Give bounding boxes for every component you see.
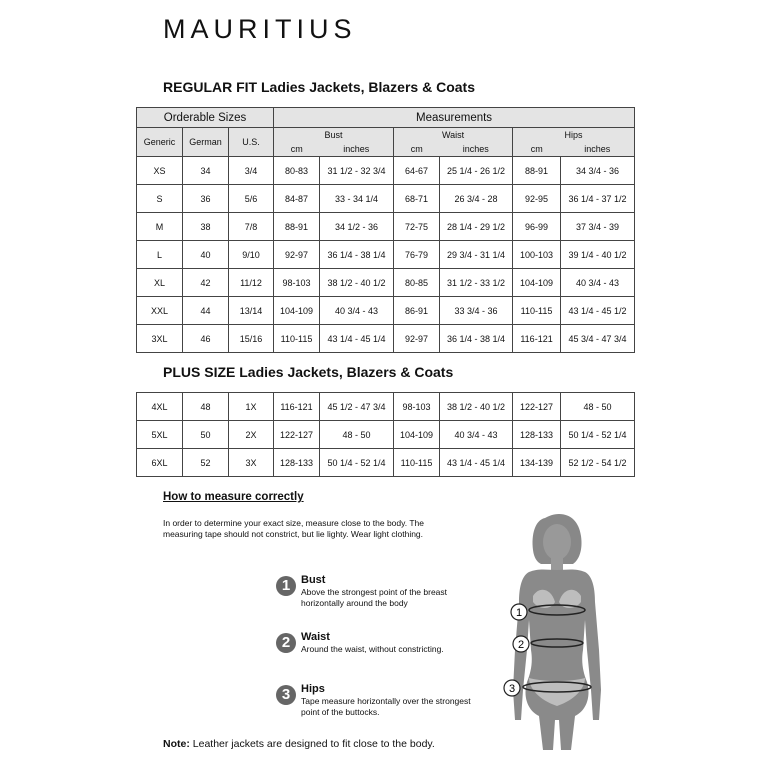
table-cell: 43 1/4 - 45 1/4	[320, 325, 394, 353]
table-cell: 45 1/2 - 47 3/4	[320, 393, 394, 421]
waist-header: Waist	[394, 128, 513, 143]
table-row	[137, 421, 635, 449]
table-cell: 110-115	[394, 449, 440, 477]
step-title: Waist	[301, 631, 330, 643]
table-cell: 86-91	[394, 297, 440, 325]
table-cell: 5/6	[229, 185, 274, 213]
table-cell: 68-71	[394, 185, 440, 213]
table-cell: 46	[183, 325, 229, 353]
table-cell: 5XL	[137, 421, 183, 449]
table-cell: 43 1/4 - 45 1/4	[440, 449, 513, 477]
table-cell: 50	[183, 421, 229, 449]
generic-header: Generic	[137, 128, 183, 157]
table-cell: 104-109	[274, 297, 320, 325]
regular-fit-title: REGULAR FIT Ladies Jackets, Blazers & Coats	[163, 79, 475, 95]
table-cell: L	[137, 241, 183, 269]
cm-header: cm	[394, 142, 440, 157]
table-cell: 11/12	[229, 269, 274, 297]
table-cell: 88-91	[274, 213, 320, 241]
table-cell: 36 1/4 - 38 1/4	[440, 325, 513, 353]
step-description: Around the waist, without constricting.	[301, 644, 444, 654]
table-cell: 122-127	[513, 393, 561, 421]
table-cell: 104-109	[394, 421, 440, 449]
table-cell: 122-127	[274, 421, 320, 449]
table-cell: 42	[183, 269, 229, 297]
table-cell: 98-103	[274, 269, 320, 297]
table-cell: XXL	[137, 297, 183, 325]
table-cell: 25 1/4 - 26 1/2	[440, 157, 513, 185]
table-cell: 36 1/4 - 37 1/2	[561, 185, 635, 213]
cm-header: cm	[513, 142, 561, 157]
german-header: German	[183, 128, 229, 157]
table-cell: 6XL	[137, 449, 183, 477]
table-cell: 64-67	[394, 157, 440, 185]
orderable-sizes-header: Orderable Sizes	[137, 108, 274, 128]
table-cell: 9/10	[229, 241, 274, 269]
table-cell: M	[137, 213, 183, 241]
table-cell: 13/14	[229, 297, 274, 325]
step-title: Hips	[301, 683, 325, 695]
marker-3: 3	[508, 683, 516, 695]
table-cell: 128-133	[513, 421, 561, 449]
step-description: Tape measure horizontally over the strongest point of the buttocks.	[301, 696, 471, 717]
inches-header: inches	[561, 142, 635, 157]
table-cell: 134-139	[513, 449, 561, 477]
table-cell: 34 1/2 - 36	[320, 213, 394, 241]
table-cell: 88-91	[513, 157, 561, 185]
table-row	[137, 241, 635, 269]
table-cell: S	[137, 185, 183, 213]
table-cell: 38 1/2 - 40 1/2	[440, 393, 513, 421]
table-cell: 98-103	[394, 393, 440, 421]
table-row	[137, 297, 635, 325]
table-cell: 3X	[229, 449, 274, 477]
leather-note	[163, 738, 435, 750]
table-cell: 84-87	[274, 185, 320, 213]
table-cell: 28 1/4 - 29 1/2	[440, 213, 513, 241]
table-cell: 72-75	[394, 213, 440, 241]
marker-2: 2	[517, 639, 525, 651]
step-description: Above the strongest point of the breast horizontally around the body	[301, 587, 448, 608]
table-cell: 50 1/4 - 52 1/4	[561, 421, 635, 449]
plus-size-table	[136, 392, 635, 477]
brand-logo: MAURITIUS	[163, 14, 357, 44]
table-cell: 116-121	[513, 325, 561, 353]
table-cell: 43 1/4 - 45 1/2	[561, 297, 635, 325]
table-cell: 40 3/4 - 43	[440, 421, 513, 449]
table-cell: 2X	[229, 421, 274, 449]
inches-header: inches	[440, 142, 513, 157]
us-header: U.S.	[229, 128, 274, 157]
table-cell: 1X	[229, 393, 274, 421]
table-cell: 92-97	[274, 241, 320, 269]
table-cell: 7/8	[229, 213, 274, 241]
table-cell: 128-133	[274, 449, 320, 477]
table-cell: 92-97	[394, 325, 440, 353]
table-cell: 104-109	[513, 269, 561, 297]
table-cell: 31 1/2 - 33 1/2	[440, 269, 513, 297]
table-cell: 33 3/4 - 36	[440, 297, 513, 325]
table-cell: 40 3/4 - 43	[320, 297, 394, 325]
table-cell: 31 1/2 - 32 3/4	[320, 157, 394, 185]
table-cell: 92-95	[513, 185, 561, 213]
table-cell: 36	[183, 185, 229, 213]
table-cell: 4XL	[137, 393, 183, 421]
table-row	[137, 393, 635, 421]
female-silhouette-icon	[495, 510, 625, 760]
table-cell: 76-79	[394, 241, 440, 269]
table-cell: 39 1/4 - 40 1/2	[561, 241, 635, 269]
regular-size-table	[136, 107, 635, 353]
table-cell: 38 1/2 - 40 1/2	[320, 269, 394, 297]
table-cell: 110-115	[274, 325, 320, 353]
table-cell: 37 3/4 - 39	[561, 213, 635, 241]
table-cell: 80-83	[274, 157, 320, 185]
table-cell: XS	[137, 157, 183, 185]
table-cell: 48	[183, 393, 229, 421]
step-number-badge: 3	[276, 685, 296, 705]
table-cell: 40 3/4 - 43	[561, 269, 635, 297]
plus-size-title: PLUS SIZE Ladies Jackets, Blazers & Coats	[163, 364, 454, 380]
how-to-intro: In order to determine your exact size, measure close to the body. The measuring tape should not constrict, but lie lighty. Wear light clothing.	[163, 518, 424, 539]
table-cell: 100-103	[513, 241, 561, 269]
table-cell: 116-121	[274, 393, 320, 421]
table-cell: 33 - 34 1/4	[320, 185, 394, 213]
table-cell: 26 3/4 - 28	[440, 185, 513, 213]
table-row	[137, 185, 635, 213]
table-cell: 80-85	[394, 269, 440, 297]
marker-1: 1	[515, 607, 523, 619]
measurements-header: Measurements	[274, 108, 635, 128]
table-cell: 34	[183, 157, 229, 185]
table-cell: 45 3/4 - 47 3/4	[561, 325, 635, 353]
cm-header: cm	[274, 142, 320, 157]
table-cell: 52 1/2 - 54 1/2	[561, 449, 635, 477]
table-cell: 40	[183, 241, 229, 269]
inches-header: inches	[320, 142, 394, 157]
table-cell: 36 1/4 - 38 1/4	[320, 241, 394, 269]
step-number-badge: 1	[276, 576, 296, 596]
table-row	[137, 213, 635, 241]
table-cell: 48 - 50	[561, 393, 635, 421]
body-figure-illustration	[495, 510, 625, 765]
table-cell: 110-115	[513, 297, 561, 325]
how-to-measure-title: How to measure correctly	[163, 491, 304, 503]
table-cell: 3XL	[137, 325, 183, 353]
table-cell: 38	[183, 213, 229, 241]
table-row	[137, 157, 635, 185]
table-cell: 50 1/4 - 52 1/4	[320, 449, 394, 477]
table-row	[137, 325, 635, 353]
step-title: Bust	[301, 574, 326, 586]
table-cell: 48 - 50	[320, 421, 394, 449]
bust-header: Bust	[274, 128, 394, 143]
table-cell: 3/4	[229, 157, 274, 185]
table-cell: XL	[137, 269, 183, 297]
table-cell: 44	[183, 297, 229, 325]
hips-header: Hips	[513, 128, 635, 143]
note-label: Note:	[163, 738, 190, 750]
table-cell: 34 3/4 - 36	[561, 157, 635, 185]
table-cell: 52	[183, 449, 229, 477]
table-row	[137, 449, 635, 477]
step-number-badge: 2	[276, 633, 296, 653]
table-cell: 15/16	[229, 325, 274, 353]
table-row	[137, 269, 635, 297]
table-cell: 29 3/4 - 31 1/4	[440, 241, 513, 269]
table-cell: 96-99	[513, 213, 561, 241]
note-text: Leather jackets are designed to fit close to the body.	[189, 738, 435, 750]
